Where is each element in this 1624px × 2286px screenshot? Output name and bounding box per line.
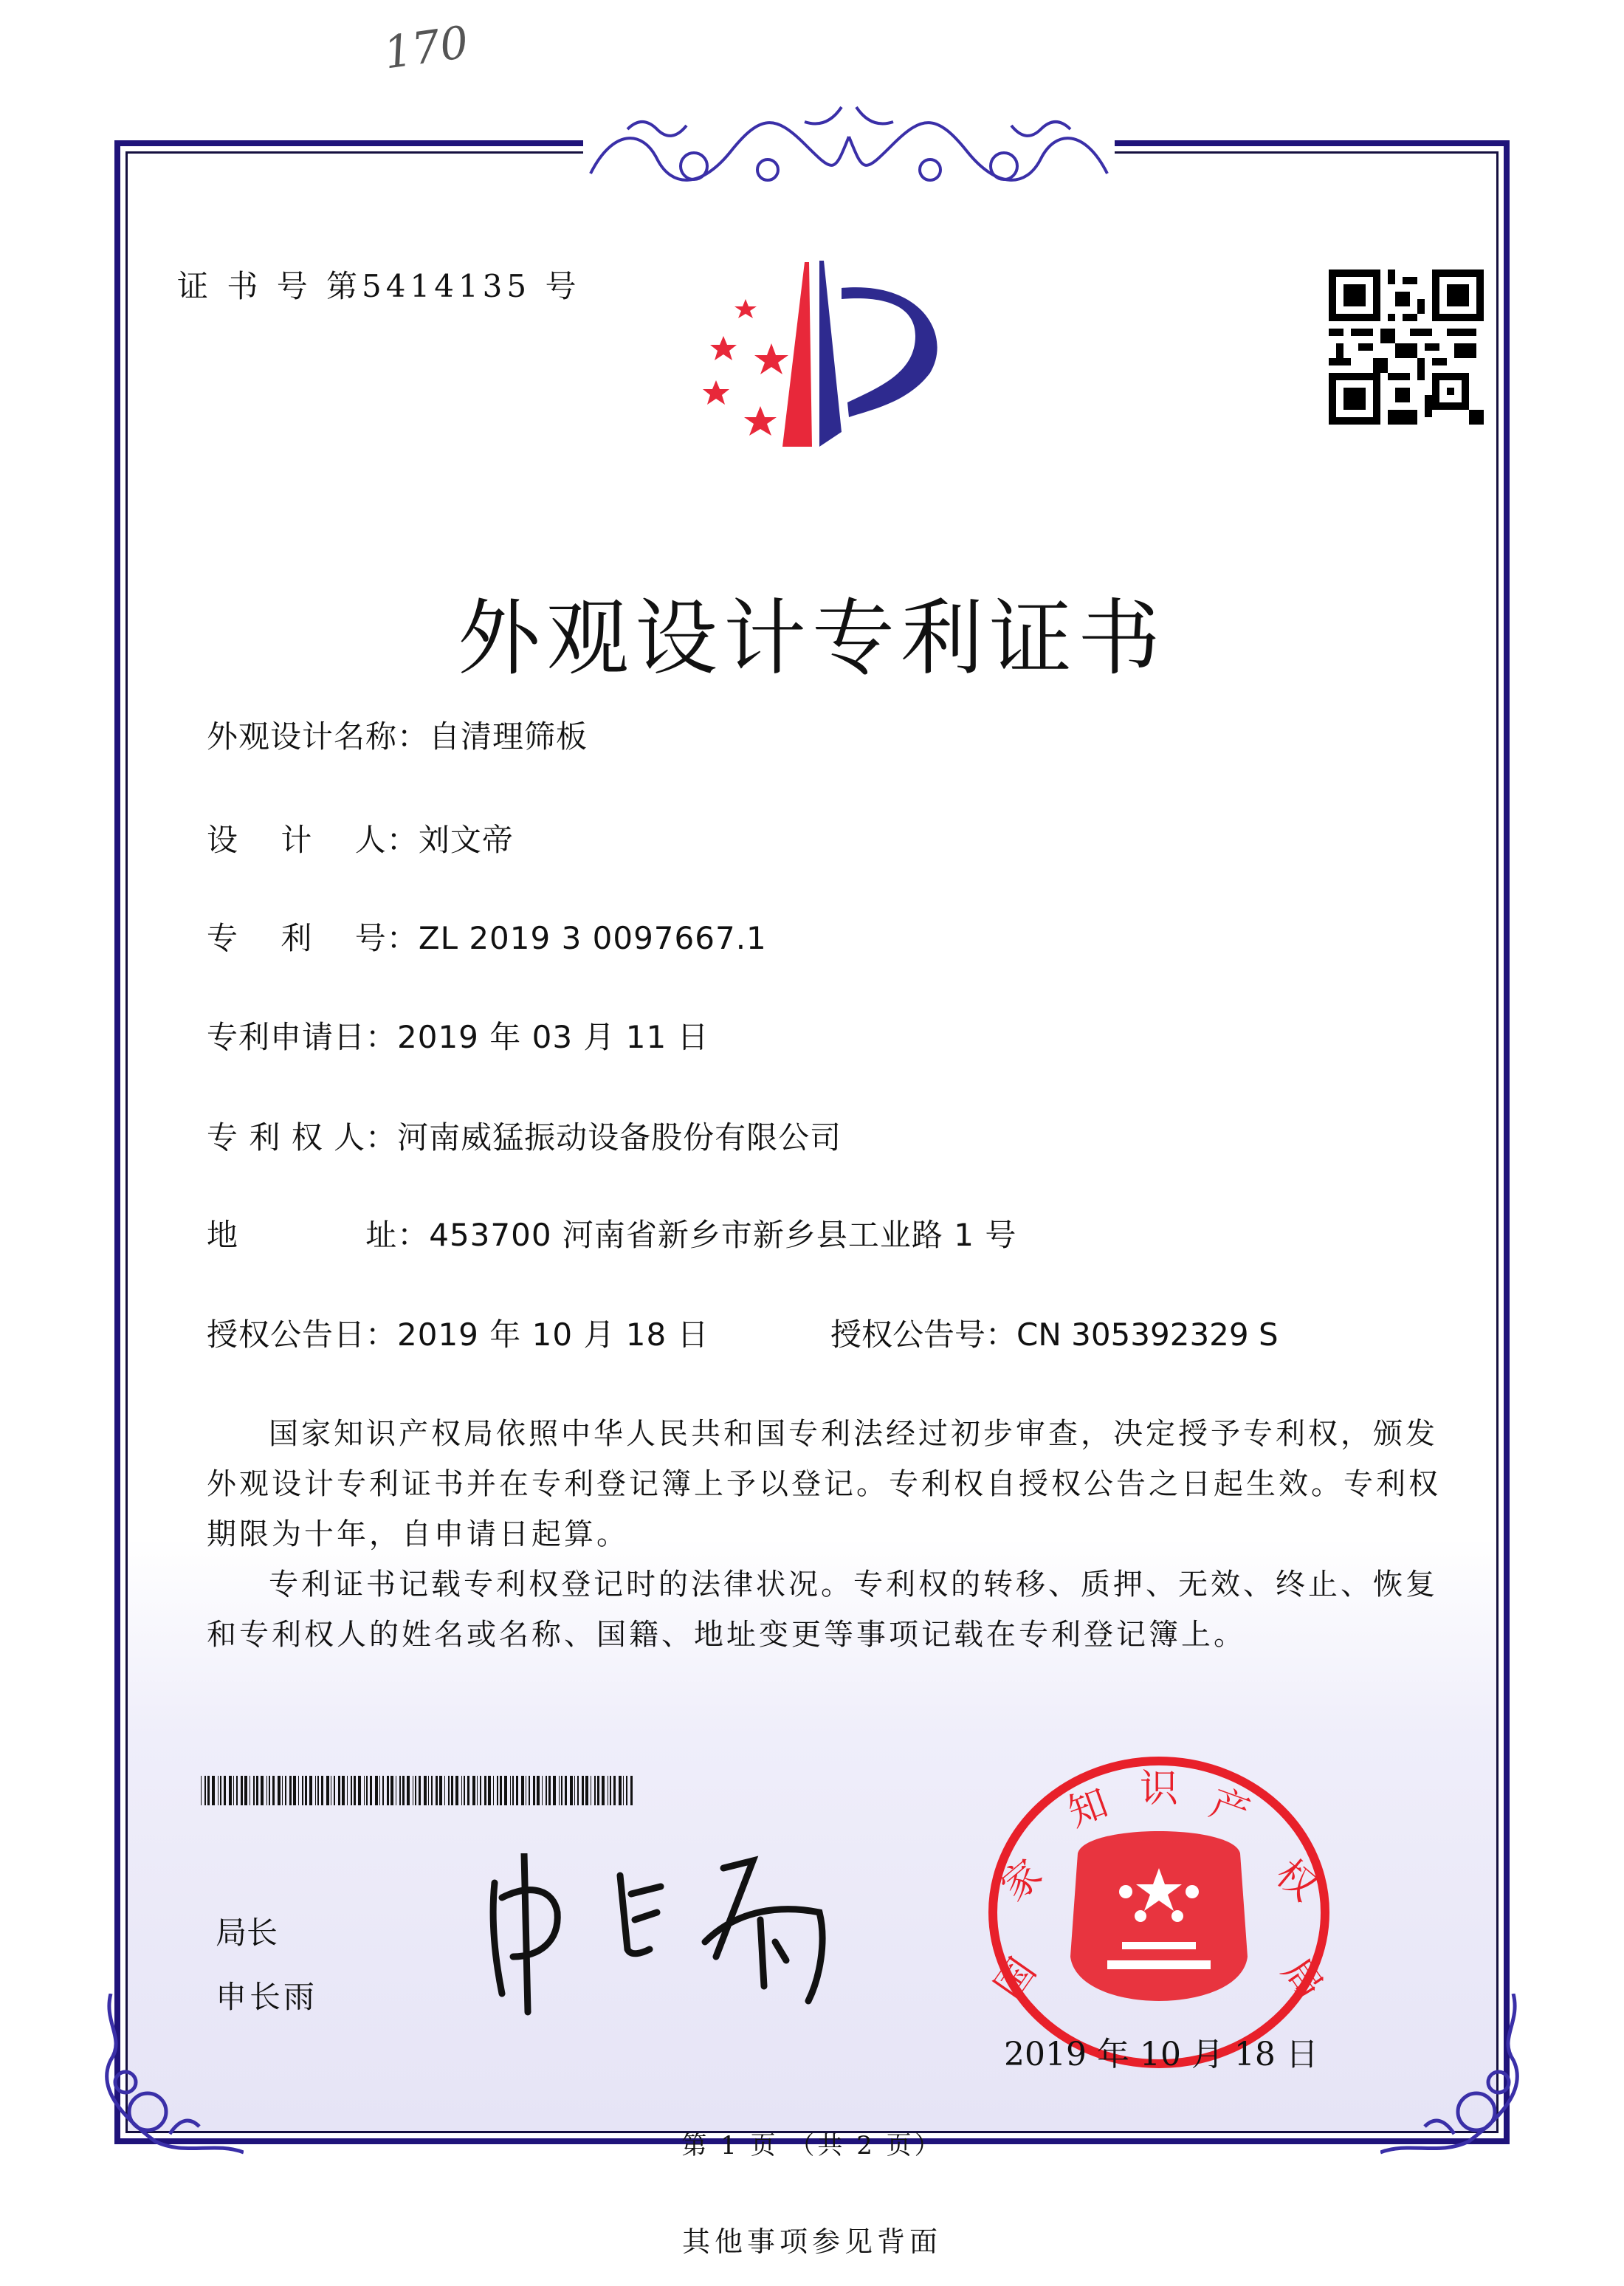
certificate-number: 证 书 号 第5414135 号 — [177, 268, 581, 304]
field-value: 河南威猛振动设备股份有限公司 — [397, 1119, 842, 1156]
field-label: 专 利 权 人： — [207, 1119, 398, 1156]
certificate-title: 外观设计专利证书 — [458, 591, 1166, 687]
legal-status-paragraph: 专利证书记载专利权登记时的法律状况。专利权的转移、质押、无效、终止、恢复和专利权人的姓名或名称、国籍、地址变更等事项记载在专利登记簿上。 — [207, 1568, 1438, 1652]
handwritten-page-number: 170 — [380, 16, 472, 80]
field-designer — [207, 816, 514, 860]
director-title: 局长 — [216, 1915, 278, 1951]
field-value: 2019 年 10 月 18 日 — [397, 1317, 709, 1353]
field-value: 2019 年 03 月 11 日 — [397, 1019, 709, 1055]
field-label: 授权公告号： — [830, 1317, 1017, 1353]
field-address — [207, 1211, 1016, 1255]
svg-text:知: 知 — [1062, 1780, 1114, 1836]
field-patentee — [207, 1113, 842, 1158]
field-application-date — [207, 1013, 709, 1057]
field-design-name — [207, 713, 588, 757]
page-indicator: 第 1 页 （共 2 页） — [681, 2131, 943, 2160]
field-label: 专 利 号： — [207, 920, 419, 956]
svg-text:国: 国 — [986, 1950, 1045, 2008]
svg-text:产: 产 — [1204, 1780, 1256, 1836]
field-label: 专利申请日： — [207, 1019, 398, 1055]
cnipa-logo-icon — [701, 255, 967, 454]
svg-text:识: 识 — [1139, 1767, 1179, 1811]
field-value: CN 305392329 S — [1016, 1317, 1279, 1353]
director-name: 申长雨 — [216, 1979, 318, 2015]
field-value: 刘文帝 — [418, 822, 514, 858]
field-label: 设 计 人： — [207, 822, 419, 858]
official-seal-icon — [974, 1750, 1343, 2075]
barcode-icon — [201, 1776, 636, 1805]
grant-statement-paragraph: 国家知识产权局依照中华人民共和国专利法经过初步审查，决定授予专利权，颁发外观设计专利证书并在专利登记簿上予以登记。专利权自授权公告之日起生效。专利权期限为十年，自申请日起算。 — [207, 1417, 1441, 1551]
qr-code-icon — [1329, 270, 1484, 425]
svg-text:权: 权 — [1267, 1851, 1326, 1910]
field-patent-number — [207, 914, 767, 958]
field-grant-date — [207, 1311, 709, 1355]
field-label: 地 址： — [207, 1217, 430, 1253]
field-label: 授权公告日： — [207, 1317, 398, 1353]
field-label: 外观设计名称： — [207, 718, 430, 755]
director-signature-icon — [472, 1853, 856, 2016]
field-value: 自清理筛板 — [429, 718, 588, 755]
field-announcement-number — [830, 1311, 1279, 1355]
seal-date: 2019 年 10 月 18 日 — [1004, 2036, 1318, 2073]
svg-text:家: 家 — [992, 1851, 1051, 1910]
field-value: ZL 2019 3 0097667.1 — [418, 920, 767, 956]
field-value: 453700 河南省新乡市新乡县工业路 1 号 — [429, 1217, 1017, 1253]
back-side-note: 其他事项参见背面 — [681, 2225, 942, 2258]
dragon-ornament-icon — [583, 100, 1115, 196]
svg-text:局: 局 — [1273, 1950, 1332, 2008]
